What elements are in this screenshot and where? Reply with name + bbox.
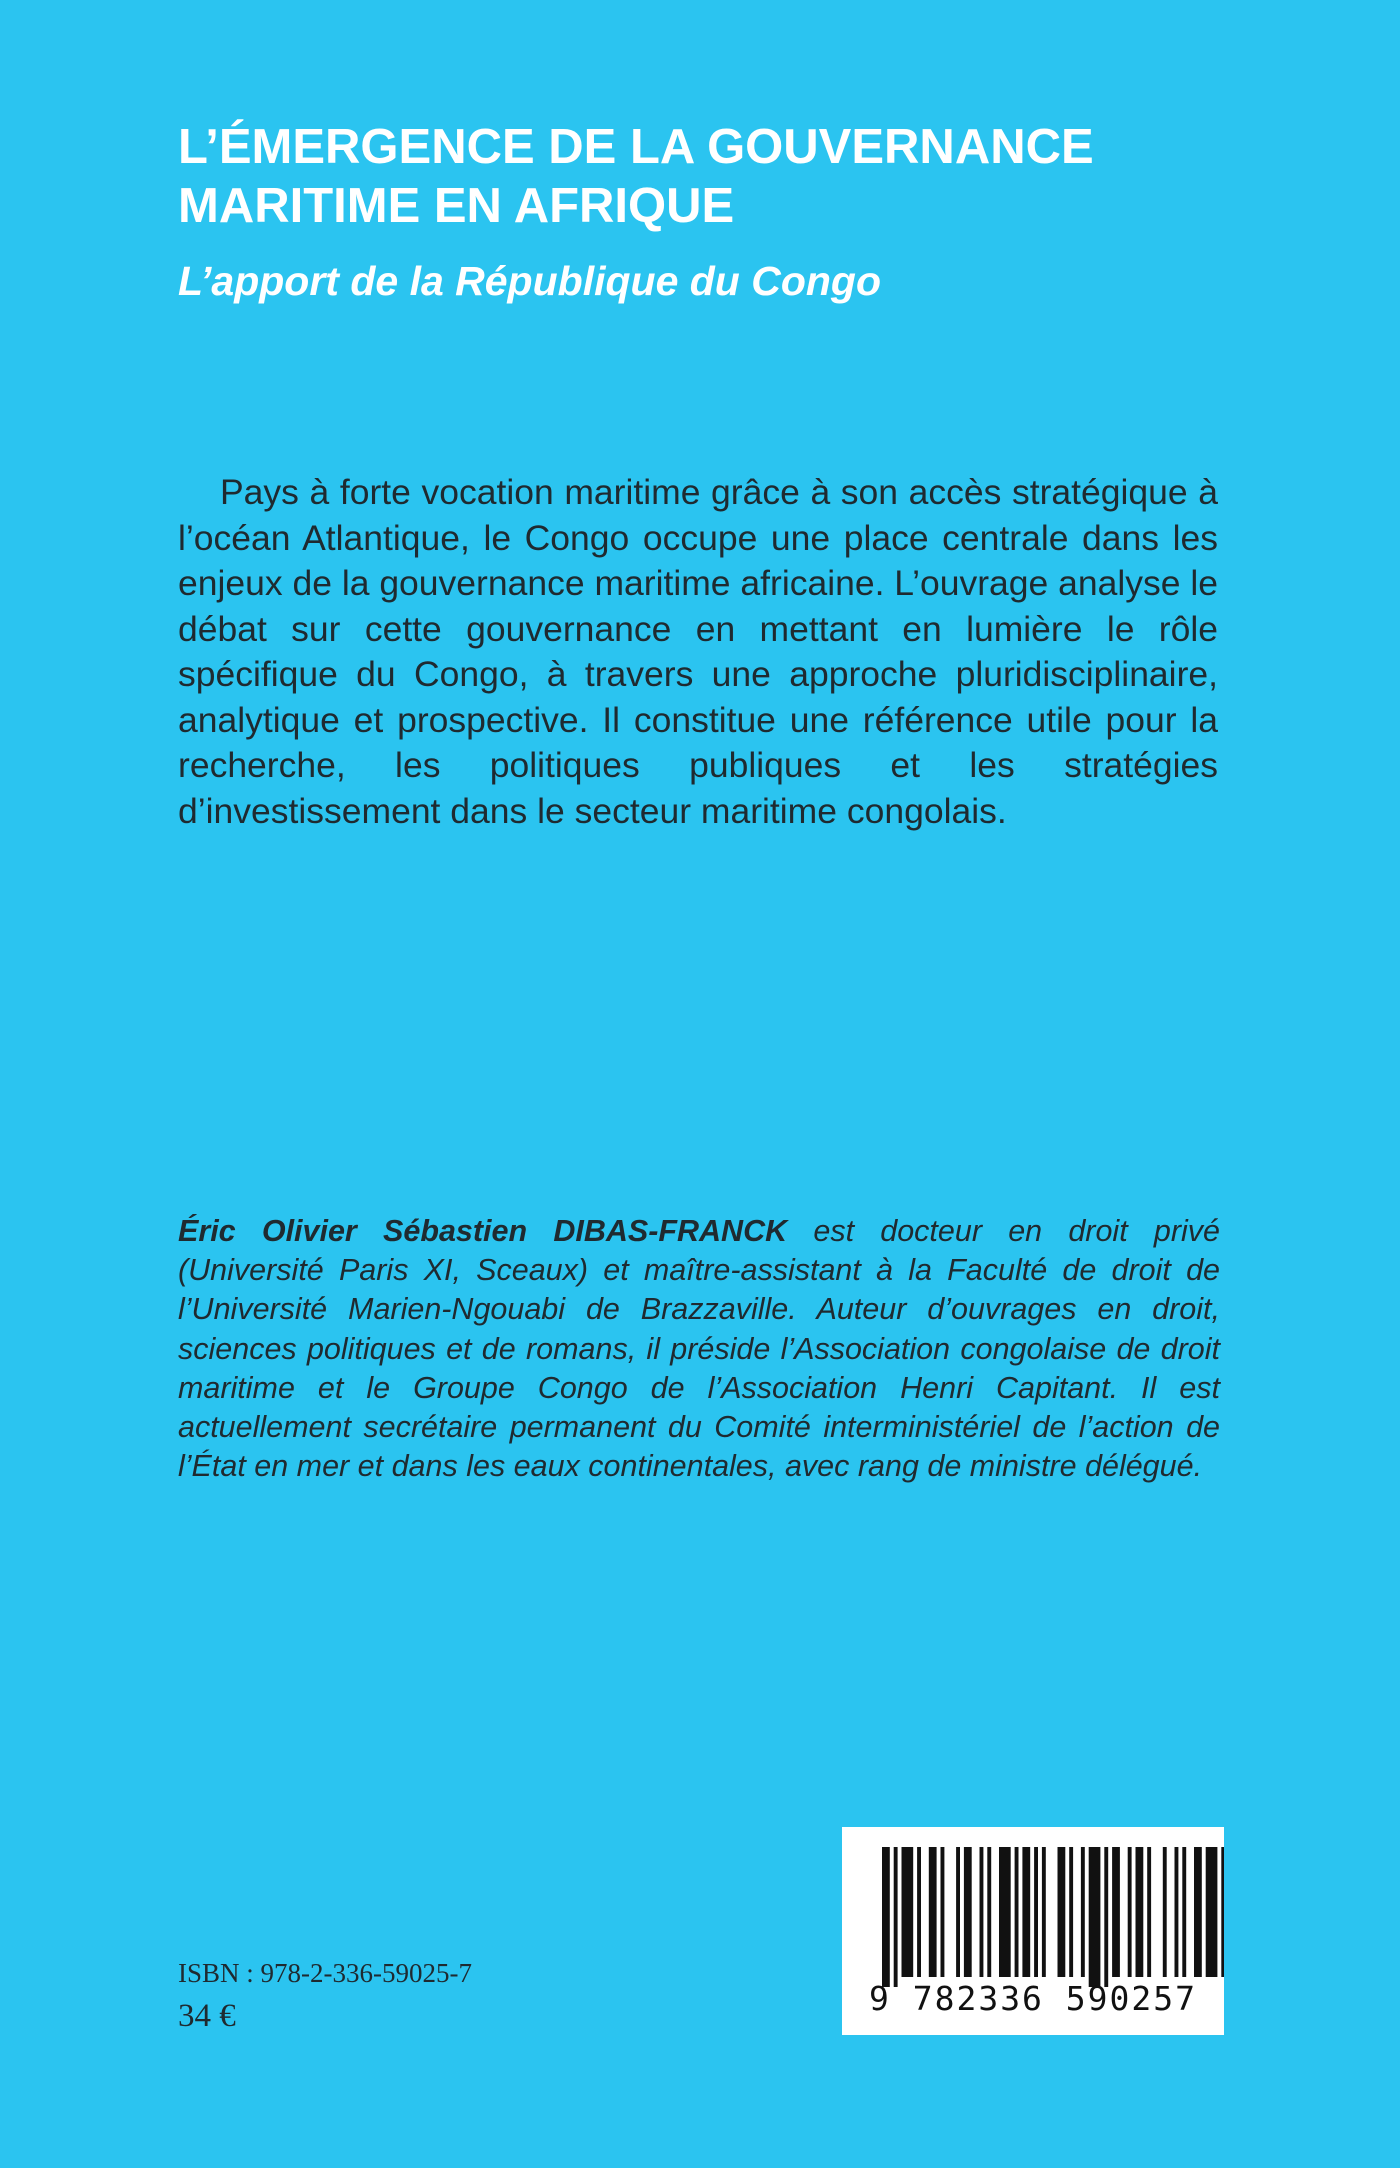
book-summary: Pays à forte vocation maritime grâce à son accès stratégique à l’océan Atlantique, le Congo occupe une place centrale dans les enjeux de la gouvernance maritime africaine. L’ouvrage analyse le débat sur cette gouvernance en mettant en lumière le rôle spécifique du Congo, à travers une approche pluridisciplinaire, analytique et prospective. Il constitue une référence utile pour la recherche, les politiques publiques et les stratégies d’investissement dans le secteur maritime congolais. <box>178 472 1218 831</box>
barcode-bar <box>1042 1847 1046 1977</box>
book-title <box>178 118 1238 236</box>
barcode-bar <box>1163 1847 1167 1977</box>
barcode-digits: 9 782336 590257 <box>868 1979 1197 2018</box>
author-name: Éric Olivier Sébastien DIBAS-FRANCK <box>178 1214 788 1248</box>
author-bio-text: est docteur en droit privé (Université Paris XI, Sceaux) et maître-assistant à la Faculté de droit de l’Université Marien-Ngouabi de Brazzaville. Auteur d’ouvrages en droit, sciences politiques et de romans, il préside l’Association congolaise de droit maritime et le Groupe Congo de l’Association Henri Capitant. Il est actuellement secrétaire permanent du Comité interministériel de l’action de l’État en mer et dans les eaux continentales, avec rang de ministre délégué. <box>178 1214 1220 1484</box>
book-subtitle: L’apport de la République du Congo <box>178 258 882 304</box>
barcode-bar <box>1015 1847 1019 1977</box>
barcode-bar <box>1089 1847 1101 1987</box>
isbn: ISBN : 978-2-336-59025-7 <box>178 1958 472 1988</box>
barcode-bar <box>980 1847 984 1977</box>
barcode-bar <box>1104 1847 1108 1987</box>
barcode-bar <box>1136 1847 1144 1977</box>
barcode-bar <box>917 1847 921 1977</box>
barcode-bar <box>1175 1847 1179 1977</box>
author-bio <box>178 1212 1220 1486</box>
barcode-bar <box>1221 1847 1224 1977</box>
barcode-bar <box>894 1847 898 1987</box>
barcode <box>842 1827 1224 2035</box>
book-title-line-2: MARITIME EN AFRIQUE <box>178 179 735 233</box>
barcode-bar <box>941 1847 945 1977</box>
barcode-bar <box>987 1847 991 1977</box>
barcode-bar <box>929 1847 937 1977</box>
book-title-line-1: L’ÉMERGENCE DE LA GOUVERNANCE <box>178 120 1094 174</box>
barcode-bar <box>882 1847 890 1987</box>
barcode-bar <box>1034 1847 1038 1977</box>
barcode-bar <box>1069 1847 1073 1977</box>
barcode-bar <box>964 1847 972 1977</box>
barcode-bar <box>1022 1847 1030 1977</box>
barcode-bar <box>956 1847 960 1977</box>
barcode-bar <box>1112 1847 1120 1977</box>
barcode-bar <box>902 1847 914 1977</box>
barcode-bar <box>1182 1847 1186 1977</box>
price: 34 € <box>178 1998 236 2034</box>
barcode-bar <box>1206 1847 1218 1977</box>
barcode-bar <box>1194 1847 1202 1977</box>
barcode-bar <box>1081 1847 1085 1977</box>
barcode-bar <box>1128 1847 1132 1977</box>
barcode-bar <box>999 1847 1011 1977</box>
barcode-bar <box>1058 1847 1066 1977</box>
barcode-bar <box>1147 1847 1151 1977</box>
